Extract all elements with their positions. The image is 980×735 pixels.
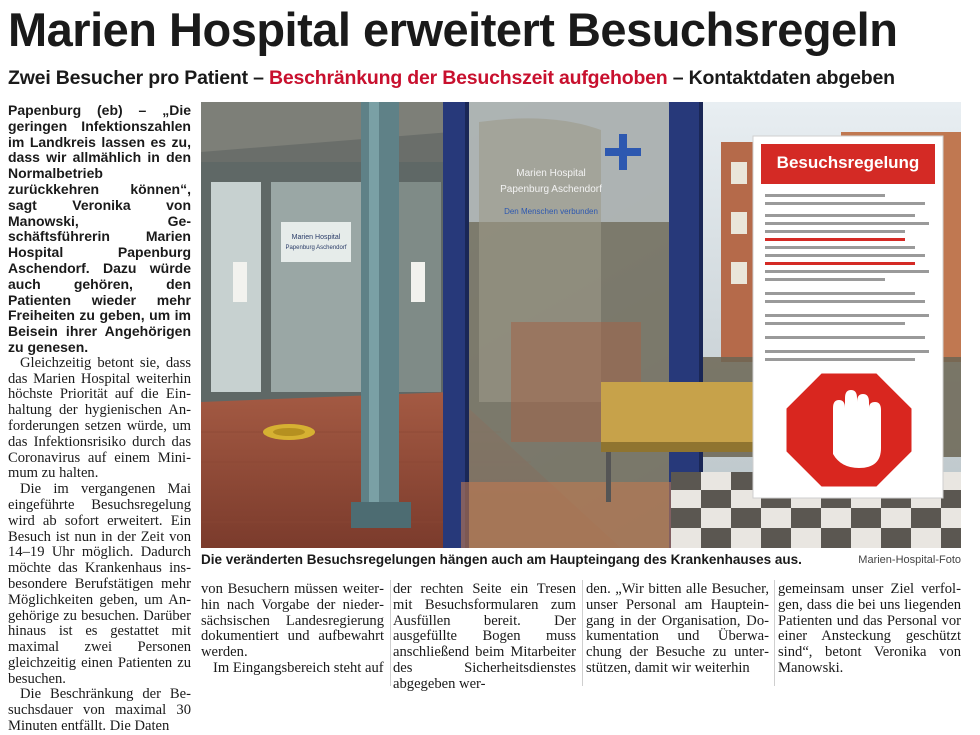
article-paragraph: Die Beschränkung der Besuchsdauer von maximal 30 Minuten entfällt. Die Daten <box>8 686 191 735</box>
inner-sign-line-1: Marien Hospital <box>291 234 341 241</box>
headline: Marien Hospital erweitert Besuchsregeln <box>8 3 898 56</box>
subhead-part-3: – Kontaktdaten abgeben <box>667 67 895 89</box>
inner-sign-line-2: Papenburg Aschendorf <box>285 245 347 251</box>
article-lead: Papenburg (eb) – „Die geringen Infektionszahlen im Landkreis lassen es zu, dass wir allmählich in den Normalbetrieb zurückkehren können“, sagt Veronika von Manowski, Geschäftsführerin Marien Hospital Papenburg Aschendorf. Dazu würde auch gehören, den Patienten wieder mehr Freiheiten zu geben, um im Beisein ihrer Angehörigen zu genesen. <box>8 102 191 355</box>
article-paragraph: Die im vergangenen Mai eingeführte Besuchsregelung wird ab sofort erweitert. Ein Besuch ist nun in der Zeit von 14–19 Uhr möglich. Dadurch möchte das Krankenhaus insbesondere Berufstätigen mehr Möglichkeiten geben, um Angehörige zu besuchen. Darüber hinaus ist es gestattet mit maximal zwei Personen gleichzeitig einen Patienten zu besuchen. <box>8 481 191 687</box>
article-paragraph: den. „Wir bitten alle Besucher, unser Personal am Haupteingang in der Organisation, Dokumentation und Überwachung der Besuche zu unterstützen, damit wir weiterhin <box>586 581 769 676</box>
article-column-4 <box>586 582 769 677</box>
article-column-3 <box>393 582 576 693</box>
article-column-2 <box>201 582 384 677</box>
article-paragraph: von Besuchern müssen weiterhin nach Vorgabe der niedersächsischen Landesregierung dokumentiert und aufbewahrt werden. <box>201 581 384 661</box>
article-paragraph: Gleichzeitig betont sie, dass das Marien Hospital weiterhin höchste Priorität auf die Einhaltung der hygienischen Anforderungen setzen würde, um das Infektionsrisiko durch das Coronavirus auf einem Minimum zu halten. <box>8 354 191 482</box>
subheadline <box>8 64 974 92</box>
article-paragraph: Im Eingangsbereich steht auf <box>213 659 384 676</box>
door-sign-line-3: Den Menschen verbunden <box>504 207 598 216</box>
photo-credit: Marien-Hospital-Foto <box>858 554 961 566</box>
article-column-5 <box>778 582 961 677</box>
article-paragraph: gemeinsam unser Ziel verfolgen, dass die bei uns liegenden Patienten und das Personal vor einer Ansteckung geschützt sind“, betont Veronika von Manowski. <box>778 581 961 676</box>
column-divider <box>582 580 583 686</box>
column-divider <box>390 580 391 686</box>
article-paragraph: der rechten Seite ein Tresen mit Besuchsformularen zum Ausfüllen bereit. Der ausgefüllte Bogen muss anschließend beim Mitarbeiter des Sicherheitsdienstes abgegeben wer- <box>393 581 576 692</box>
subhead-part-1: Zwei Besucher pro Patient – <box>8 67 269 89</box>
article-column-1 <box>8 103 191 735</box>
caption-text: Die veränderten Besuchsregelungen hängen auch am Haupteingang des Krankenhauses aus. <box>201 552 802 567</box>
subhead-highlight: Beschränkung der Besuchszeit aufgehoben <box>268 67 668 89</box>
entrance-photo <box>201 102 961 548</box>
column-divider <box>774 580 775 686</box>
entrance-photo-illustration <box>201 102 961 548</box>
door-sign-line-1: Marien Hospital <box>516 168 586 179</box>
door-sign-line-2: Papenburg Aschendorf <box>500 184 602 195</box>
poster-title: Besuchsregelung <box>776 153 920 172</box>
photo-caption <box>201 550 961 570</box>
